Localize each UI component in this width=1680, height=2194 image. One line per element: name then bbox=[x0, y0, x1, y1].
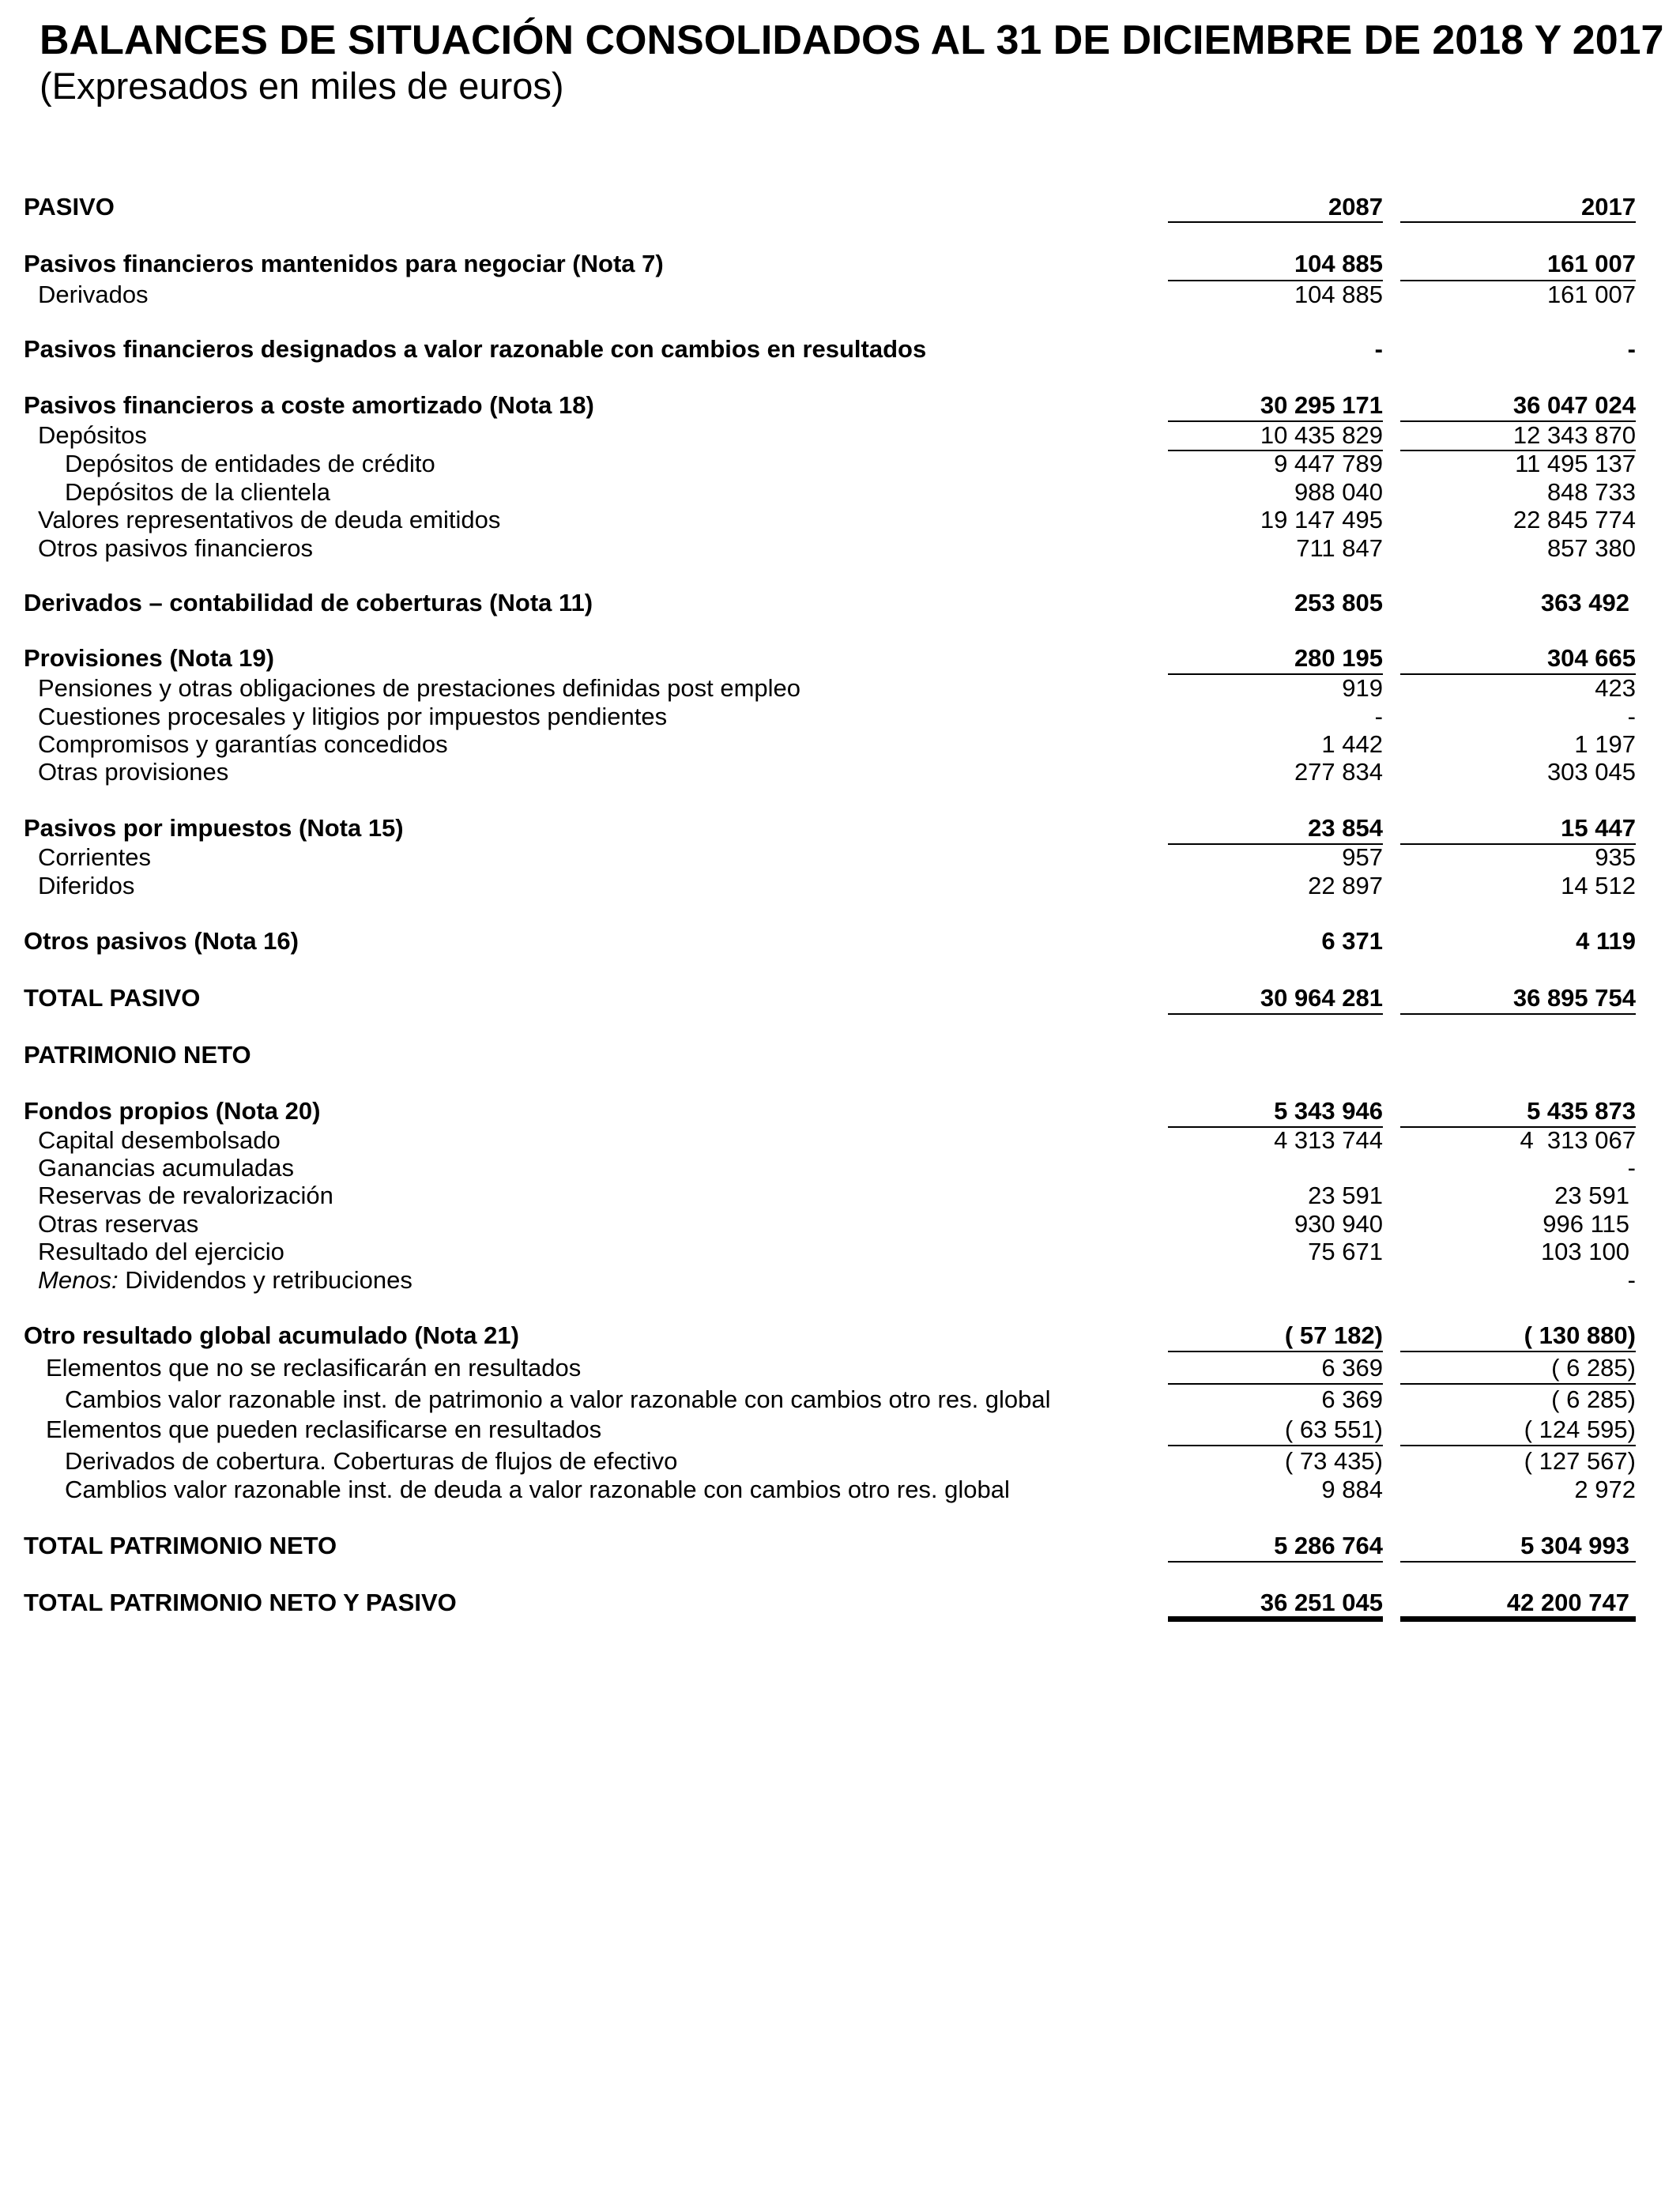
table-row bbox=[0, 1385, 1680, 1414]
row-label: Pasivos financieros designados a valor razonable con cambios en resultados bbox=[24, 335, 927, 363]
row-value-col2: - bbox=[1627, 1154, 1636, 1182]
row-label: Derivados – contabilidad de coberturas (Nota 11) bbox=[24, 589, 593, 616]
row-value-col1: 253 805 bbox=[1294, 589, 1383, 616]
row-label: Otro resultado global acumulado (Nota 21) bbox=[24, 1321, 519, 1349]
row-value-col1: 9 884 bbox=[1321, 1476, 1383, 1503]
table-row bbox=[0, 1354, 1680, 1382]
double-rule bbox=[1168, 1616, 1383, 1622]
row-label: Corrientes bbox=[38, 843, 151, 871]
table-row bbox=[0, 1210, 1680, 1238]
row-label: Camblios valor razonable inst. de deuda a valor razonable con cambios otro res. global bbox=[65, 1476, 1010, 1503]
row-value-col2: 4 313 067 bbox=[1520, 1126, 1636, 1154]
row-value-col1: 711 847 bbox=[1296, 534, 1383, 562]
row-label: Pasivos financieros a coste amortizado (Nota 18) bbox=[24, 391, 594, 419]
row-value-col2: 423 bbox=[1595, 674, 1636, 702]
row-label: Ganancias acumuladas bbox=[38, 1154, 294, 1182]
row-label: Diferidos bbox=[38, 872, 135, 899]
menos-prefix: Menos: bbox=[38, 1266, 119, 1294]
row-value-col1: 30 295 171 bbox=[1260, 391, 1383, 419]
rule bbox=[1400, 1351, 1636, 1352]
table-row bbox=[0, 506, 1680, 534]
table-row bbox=[0, 1321, 1680, 1350]
row-value-col2: 304 665 bbox=[1546, 644, 1636, 672]
row-value-col2: 103 100 bbox=[1540, 1238, 1629, 1265]
row-value-col1: 5 286 764 bbox=[1274, 1532, 1383, 1559]
section-heading-patrimonio bbox=[0, 1041, 1680, 1069]
table-row bbox=[0, 1476, 1680, 1504]
row-label: Depósitos bbox=[38, 421, 147, 449]
row-label: Pensiones y otras obligaciones de prestaciones definidas post empleo bbox=[38, 674, 801, 702]
row-value-col1: 1 442 bbox=[1321, 730, 1383, 758]
row-value-col2: ( 127 567) bbox=[1524, 1447, 1636, 1475]
row-value-col1: - bbox=[1374, 335, 1383, 363]
row-label: TOTAL PATRIMONIO NETO bbox=[24, 1532, 337, 1559]
grand-total-row bbox=[0, 1589, 1680, 1617]
row-value-col2: 1 197 bbox=[1574, 730, 1636, 758]
row-label: Derivados bbox=[38, 281, 149, 308]
total-patrimonio-row bbox=[0, 1532, 1680, 1560]
row-label: Cambios valor razonable inst. de patrimonio a valor razonable con cambios otro res. global bbox=[65, 1385, 1051, 1413]
row-value-col2: 303 045 bbox=[1546, 758, 1636, 786]
row-value-col2: 23 591 bbox=[1554, 1182, 1629, 1209]
row-value-col1: 75 671 bbox=[1308, 1238, 1383, 1265]
row-value-col2: ( 6 285) bbox=[1551, 1385, 1636, 1413]
table-row bbox=[0, 730, 1680, 759]
row-value-col1: 6 371 bbox=[1321, 927, 1383, 955]
row-value-col1: 23 591 bbox=[1308, 1182, 1383, 1209]
row-value-col1: 6 369 bbox=[1321, 1354, 1383, 1382]
row-value-col1: 9 447 789 bbox=[1274, 450, 1383, 477]
table-row bbox=[0, 1126, 1680, 1155]
row-value-col2: 996 115 bbox=[1543, 1210, 1629, 1238]
row-value-col1: 10 435 829 bbox=[1260, 421, 1383, 449]
table-row bbox=[0, 391, 1680, 420]
table-row bbox=[0, 814, 1680, 843]
rule bbox=[1168, 1561, 1383, 1563]
table-row bbox=[0, 1266, 1680, 1295]
row-value-col2: ( 6 285) bbox=[1551, 1354, 1636, 1382]
row-value-col1: 5 343 946 bbox=[1274, 1097, 1383, 1125]
row-value-col1: 104 885 bbox=[1294, 281, 1383, 308]
row-value-col2: 4 119 bbox=[1576, 927, 1636, 955]
row-label: Compromisos y garantías concedidos bbox=[38, 730, 448, 758]
row-label: Pasivos por impuestos (Nota 15) bbox=[24, 814, 404, 842]
row-value-col1: 919 bbox=[1342, 674, 1383, 702]
row-label: Otros pasivos financieros bbox=[38, 534, 314, 562]
row-label bbox=[38, 1266, 412, 1295]
row-value-col2: 363 492 bbox=[1540, 589, 1629, 616]
row-value-col1: ( 73 435) bbox=[1284, 1447, 1383, 1475]
table-row bbox=[0, 534, 1680, 563]
row-value-col1: 19 147 495 bbox=[1260, 506, 1383, 533]
table-row bbox=[0, 703, 1680, 731]
row-label: Reservas de revalorización bbox=[38, 1182, 333, 1209]
row-value-col2: 14 512 bbox=[1561, 872, 1636, 899]
table-row bbox=[0, 335, 1680, 364]
table-row bbox=[0, 872, 1680, 900]
header-underline-col2 bbox=[1400, 221, 1636, 223]
row-value-col2: 857 380 bbox=[1546, 534, 1636, 562]
row-label: Elementos que no se reclasificarán en resultados bbox=[46, 1354, 582, 1382]
column-header-year-2: 2017 bbox=[1581, 193, 1636, 221]
row-value-col2: 5 435 873 bbox=[1527, 1097, 1636, 1125]
table-row bbox=[0, 1182, 1680, 1210]
document-subtitle: (Expresados en miles de euros) bbox=[40, 65, 564, 107]
row-value-col2: - bbox=[1627, 1266, 1636, 1294]
row-value-col1: - bbox=[1374, 703, 1383, 730]
row-label: TOTAL PATRIMONIO NETO Y PASIVO bbox=[24, 1589, 457, 1616]
table-row bbox=[0, 843, 1680, 872]
row-value-col2: 12 343 870 bbox=[1512, 421, 1636, 449]
row-label: Elementos que pueden reclasificarse en resultados bbox=[46, 1416, 602, 1443]
rule bbox=[1168, 1013, 1383, 1015]
row-value-col1: 4 313 744 bbox=[1274, 1126, 1383, 1154]
table-row bbox=[0, 927, 1680, 956]
row-value-col1: 6 369 bbox=[1321, 1385, 1383, 1413]
row-value-col2: 2 972 bbox=[1574, 1476, 1636, 1503]
row-value-col1: ( 57 182) bbox=[1284, 1321, 1383, 1349]
table-row bbox=[0, 1447, 1680, 1476]
row-value-col1: 280 195 bbox=[1294, 644, 1383, 672]
row-value-col2: 161 007 bbox=[1546, 281, 1636, 308]
table-row bbox=[0, 1154, 1680, 1182]
rule bbox=[1168, 1351, 1383, 1352]
rule bbox=[1400, 1013, 1636, 1015]
table-row bbox=[0, 1097, 1680, 1125]
double-rule bbox=[1400, 1616, 1636, 1622]
row-value-col2: 42 200 747 bbox=[1506, 1589, 1629, 1616]
row-label: Otros pasivos (Nota 16) bbox=[24, 927, 299, 955]
row-value-col2: 11 495 137 bbox=[1515, 450, 1636, 477]
row-value-col1: 957 bbox=[1342, 843, 1383, 871]
row-label: Derivados de cobertura. Coberturas de flujos de efectivo bbox=[65, 1447, 678, 1475]
table-row bbox=[0, 1416, 1680, 1444]
row-label: Otras reservas bbox=[38, 1210, 199, 1238]
row-label: Depósitos de la clientela bbox=[65, 478, 331, 506]
row-value-col1: 277 834 bbox=[1294, 758, 1383, 786]
table-header-row bbox=[0, 193, 1680, 221]
header-underline-col1 bbox=[1168, 221, 1383, 223]
row-value-col2: - bbox=[1627, 703, 1636, 730]
rule bbox=[1168, 1445, 1383, 1446]
table-row bbox=[0, 450, 1680, 478]
row-value-col2: 935 bbox=[1595, 843, 1636, 871]
section-heading-pasivo: PASIVO bbox=[24, 193, 115, 221]
table-row bbox=[0, 421, 1680, 450]
row-label: Resultado del ejercicio bbox=[38, 1238, 284, 1265]
table-row bbox=[0, 478, 1680, 507]
table-row bbox=[0, 674, 1680, 703]
row-value-col2: 5 304 993 bbox=[1520, 1532, 1629, 1559]
rule bbox=[1400, 1445, 1636, 1446]
row-label: TOTAL PASIVO bbox=[24, 984, 201, 1012]
row-label: Provisiones (Nota 19) bbox=[24, 644, 274, 672]
table-row bbox=[0, 589, 1680, 617]
rule bbox=[1400, 1561, 1636, 1563]
row-label: Otras provisiones bbox=[38, 758, 229, 786]
row-value-col2: 22 845 774 bbox=[1512, 506, 1636, 533]
row-value-col1: 104 885 bbox=[1294, 250, 1383, 277]
row-value-col2: 15 447 bbox=[1561, 814, 1636, 842]
row-value-col1: 36 251 045 bbox=[1260, 1589, 1383, 1616]
row-label: PATRIMONIO NETO bbox=[24, 1041, 251, 1069]
document-title: BALANCES DE SITUACIÓN CONSOLIDADOS AL 31 DE DICIEMBRE DE 2018 Y 2017 bbox=[40, 17, 1664, 63]
row-label: Pasivos financieros mantenidos para negociar (Nota 7) bbox=[24, 250, 664, 277]
rule bbox=[1400, 1383, 1636, 1385]
row-label: Fondos propios (Nota 20) bbox=[24, 1097, 321, 1125]
column-header-year-1: 2087 bbox=[1328, 193, 1383, 221]
table-row bbox=[0, 758, 1680, 786]
table-row bbox=[0, 1238, 1680, 1266]
row-value-col1: 930 940 bbox=[1294, 1210, 1383, 1238]
row-value-col2: ( 130 880) bbox=[1524, 1321, 1636, 1349]
row-label: Cuestiones procesales y litigios por impuestos pendientes bbox=[38, 703, 668, 730]
row-value-col1: ( 63 551) bbox=[1284, 1416, 1383, 1443]
row-value-col2: ( 124 595) bbox=[1524, 1416, 1636, 1443]
table-row bbox=[0, 281, 1680, 309]
row-value-col1: 22 897 bbox=[1308, 872, 1383, 899]
table-row bbox=[0, 250, 1680, 278]
row-value-col1: 23 854 bbox=[1308, 814, 1383, 842]
total-pasivo-row bbox=[0, 984, 1680, 1012]
row-label: Depósitos de entidades de crédito bbox=[65, 450, 435, 477]
rule bbox=[1168, 1383, 1383, 1385]
row-value-col2: 36 047 024 bbox=[1512, 391, 1636, 419]
row-value-col2: 36 895 754 bbox=[1512, 984, 1636, 1012]
row-value-col1: 988 040 bbox=[1294, 478, 1383, 506]
row-value-col1: 30 964 281 bbox=[1260, 984, 1383, 1012]
row-value-col2: 161 007 bbox=[1546, 250, 1636, 277]
row-label: Valores representativos de deuda emitidos bbox=[38, 506, 501, 533]
table-row bbox=[0, 644, 1680, 673]
row-value-col2: - bbox=[1627, 335, 1636, 363]
row-value-col2: 848 733 bbox=[1546, 478, 1636, 506]
row-label-text: Dividendos y retribuciones bbox=[125, 1266, 412, 1294]
row-label: Capital desembolsado bbox=[38, 1126, 281, 1154]
